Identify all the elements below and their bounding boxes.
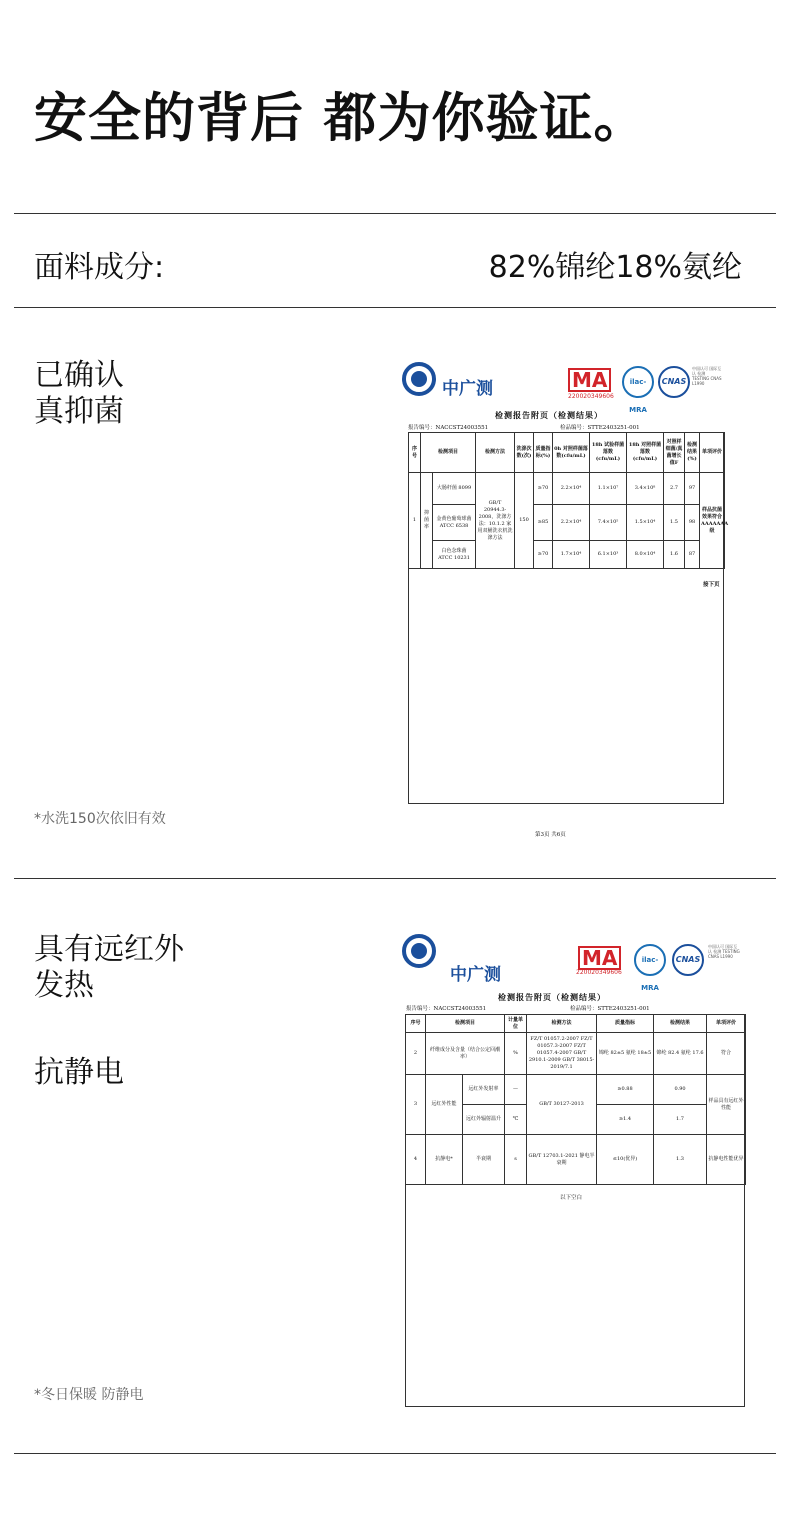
title-line: 真抑菌: [34, 394, 124, 429]
section-title-antibacterial: [34, 358, 124, 430]
wash-note: *水洗150次依旧有效: [34, 811, 166, 827]
result-table: [408, 432, 729, 569]
section-title-antistatic: 抗静电: [34, 1055, 124, 1090]
hero-title: 安全的背后 都为你验证。: [34, 88, 648, 149]
cnas-text: 中国认可 国际互认 检测 TESTING CNAS L1990: [708, 944, 740, 959]
table-row: 3 远红外性能 远红外发射率 — GB/T 30127-2013 ≥0.88 0.90 样品具有远红外性能: [406, 1075, 746, 1105]
page-number: 第3页 共6页: [535, 832, 566, 838]
continued-note: 接下页: [703, 582, 720, 588]
table-header-row: 序号 检测项目 检测方法 洗涤次数(次) 质量指标(%) 0h 对照样菌落数(cfu/mL) 18h 试验样菌落数(cfu/mL) 18h 对照样菌落数(cfu/mL) 对照样细菌/真菌增长值F 检测结果(%) 单项评价: [409, 433, 725, 473]
divider: [14, 1453, 776, 1454]
ma-number: 220020349606: [576, 969, 622, 976]
test-report-antibacterial: [400, 350, 730, 850]
report-number: 报告编号：NACCST24003551: [408, 425, 489, 431]
table-row: 金黄色葡萄球菌 ATCC 6538 ≥85 2.2×10⁴ 7.4×10⁵ 1.5×10⁴ 1.5 98: [409, 505, 725, 541]
ilac-mra-icon: ilac-MRA: [622, 366, 654, 398]
fabric-value: 82%锦纶18%氨纶: [488, 250, 742, 285]
divider: [14, 307, 776, 308]
table-row: 2 纤维成分及含量（结合公定回潮率） % FZ/T 01057.2-2007 FZ/T 01057.3-2007 FZ/T 01057.4-2007 GB/T 2910.1-2009 GB/T 38015-2019/7.1 锦纶 82±5 氨纶 18±5 锦纶 82.4 氨纶 17.6 符合: [406, 1033, 746, 1075]
brand-name: 中广测: [450, 965, 501, 985]
ma-mark-icon: MA: [578, 946, 621, 970]
table-row: 4 抗静电* 半衰期 s GB/T 12703.1-2021 静电半衰期 ≤10(优异) 1.3 抗静电性能优异: [406, 1135, 746, 1185]
title-line: 具有远红外: [34, 932, 184, 967]
nacc-logo-icon: [402, 362, 436, 396]
blank-note: 以下空白: [560, 1195, 583, 1201]
result-table: [405, 1014, 746, 1185]
sample-number: 检品编号：STTE2403251-001: [570, 1006, 650, 1012]
divider: [14, 878, 776, 879]
cnas-icon: CNAS: [658, 366, 690, 398]
report-title: 检测报告附页（检测结果）: [498, 992, 606, 1002]
cnas-text: 中国认可 国际互认 检测 TESTING CNAS L1990: [692, 366, 722, 386]
nacc-logo-icon: [402, 934, 436, 968]
ma-mark-icon: MA: [568, 368, 611, 392]
table-row: 1 抑菌率 大肠杆菌 8099 GB/T 20944.3-2008，洗涤方法：10.1.2 家用双桶洗衣机洗涤方法 150 ≥70 2.2×10⁴ 1.1×10⁷ 3.4×10⁸ 2.7 97 样品抗菌效果符合AAAAAAA级: [409, 473, 725, 505]
ma-number: 220020349606: [568, 393, 614, 400]
ilac-mra-icon: ilac-MRA: [634, 944, 666, 976]
title-line: 已确认: [34, 358, 124, 393]
section-title-far-infrared: [34, 932, 184, 1004]
cnas-icon: CNAS: [672, 944, 704, 976]
report-title: 检测报告附页（检测结果）: [495, 410, 603, 420]
table-row: 白色念珠菌 ATCC 10231 ≥70 1.7×10⁴ 6.1×10³ 8.0×10⁴ 1.6 87: [409, 541, 725, 569]
divider: [14, 213, 776, 214]
winter-note: *冬日保暖 防静电: [34, 1387, 144, 1403]
brand-name: 中广测: [442, 379, 493, 399]
table-header-row: 序号 检测项目 计量单位 检测方法 质量指标 检测结果 单项评价: [406, 1015, 746, 1033]
fabric-label: 面料成分:: [34, 250, 165, 285]
sample-number: 检品编号：STTE2403251-001: [560, 425, 640, 431]
test-report-infrared: [400, 928, 750, 1410]
report-number: 报告编号：NACCST24003551: [406, 1006, 487, 1012]
title-line: 发热: [34, 968, 94, 1003]
table-row: 远红外辐射温升 ℃ ≥1.4 1.7: [406, 1105, 746, 1135]
